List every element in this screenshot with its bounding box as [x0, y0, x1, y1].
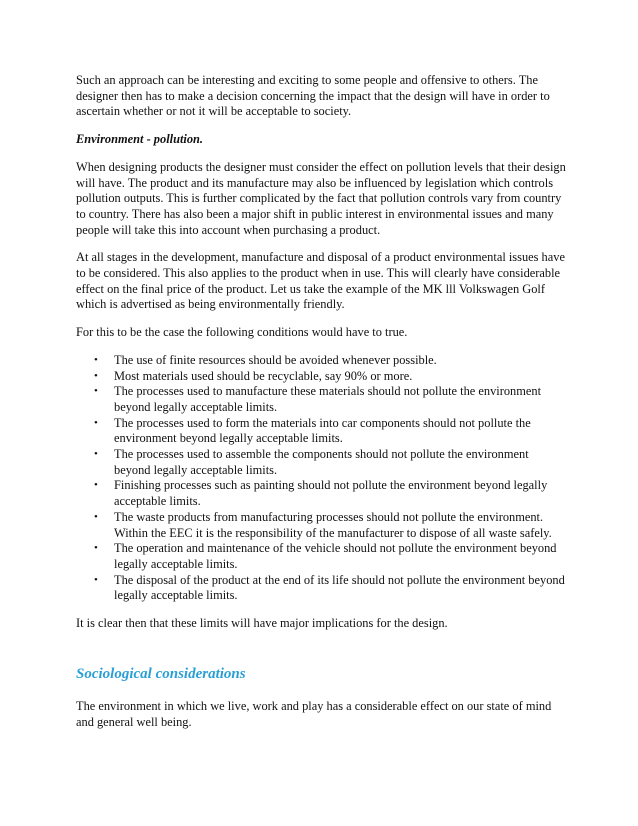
bullet-icon: • [94, 353, 98, 366]
bullet-icon: • [94, 385, 98, 398]
list-item-text: The disposal of the product at the end of its life should not pollute the environment beyond legally acceptable limits. [114, 572, 565, 603]
conclusion-paragraph: It is clear then that these limits will have major implications for the design. [76, 616, 448, 631]
list-item-text: The processes used to assemble the components should not pollute the environment beyond legally acceptable limits. [114, 447, 529, 477]
bullet-icon: • [94, 448, 98, 461]
page-content [76, 73, 568, 742]
list-item [76, 369, 568, 385]
list-item [76, 447, 568, 478]
list-item [76, 416, 568, 447]
conditions-intro: For this to be the case the following conditions would have to true. [76, 325, 408, 340]
list-item-text: Finishing processes such as painting should not pollute the environment beyond legally acceptable limits. [114, 478, 548, 509]
list-item [76, 353, 568, 369]
environment-paragraph-2: At all stages in the development, manufacture and disposal of a product environmental issues have to be considered. This also applies to the product when in use. This will clearly have considerable effect on the final price of the product. Let us take the example of the MK lll Volkswagen Golf which is advertised as being environmentally friendly. [76, 250, 565, 312]
bullet-icon: • [94, 510, 98, 523]
bullet-icon: • [94, 369, 98, 382]
intro-paragraph: Such an approach can be interesting and exciting to some people and offensive to others. The designer then has to make a decision concerning the impact that the design will have in order to ascertain whether or not it will be acceptable to society. [76, 73, 550, 119]
sociological-considerations-heading: Sociological considerations [76, 665, 246, 682]
list-item-text: The processes used to manufacture these materials should not pollute the environment beyond legally acceptable limits. [114, 384, 542, 414]
bullet-icon: • [94, 416, 98, 429]
bullet-icon: • [94, 542, 98, 555]
conditions-list [76, 353, 568, 604]
list-item-text: Most materials used should be recyclable, say 90% or more. [114, 368, 413, 383]
list-item [76, 478, 568, 509]
list-item-text: The operation and maintenance of the vehicle should not pollute the environment beyond legally acceptable limits. [114, 541, 557, 571]
list-item-text: The use of finite resources should be avoided whenever possible. [114, 352, 437, 367]
list-item [76, 541, 568, 572]
list-item [76, 510, 568, 541]
bullet-icon: • [94, 573, 98, 586]
environment-pollution-heading: Environment - pollution. [76, 132, 204, 147]
list-item [76, 573, 568, 604]
list-item-text: The waste products from manufacturing processes should not pollute the environment. Within the EEC it is the responsibility of the manufacturer to dispose of all waste safely. [114, 509, 552, 540]
environment-paragraph-1: When designing products the designer must consider the effect on pollution levels that their design will have. The product and its manufacture may also be influenced by legislation which controls pollution outputs. This is further complicated by the fact that pollution controls vary from country to country. There has also been a major shift in public interest in environmental issues and many people will take this into account when purchasing a product. [76, 159, 566, 237]
list-item [76, 384, 568, 415]
list-item-text: The processes used to form the materials into car components should not pollute the environment beyond legally acceptable limits. [114, 415, 531, 446]
bullet-icon: • [94, 479, 98, 492]
sociological-paragraph-1: The environment in which we live, work and play has a considerable effect on our state of mind and general well being. [76, 698, 552, 729]
